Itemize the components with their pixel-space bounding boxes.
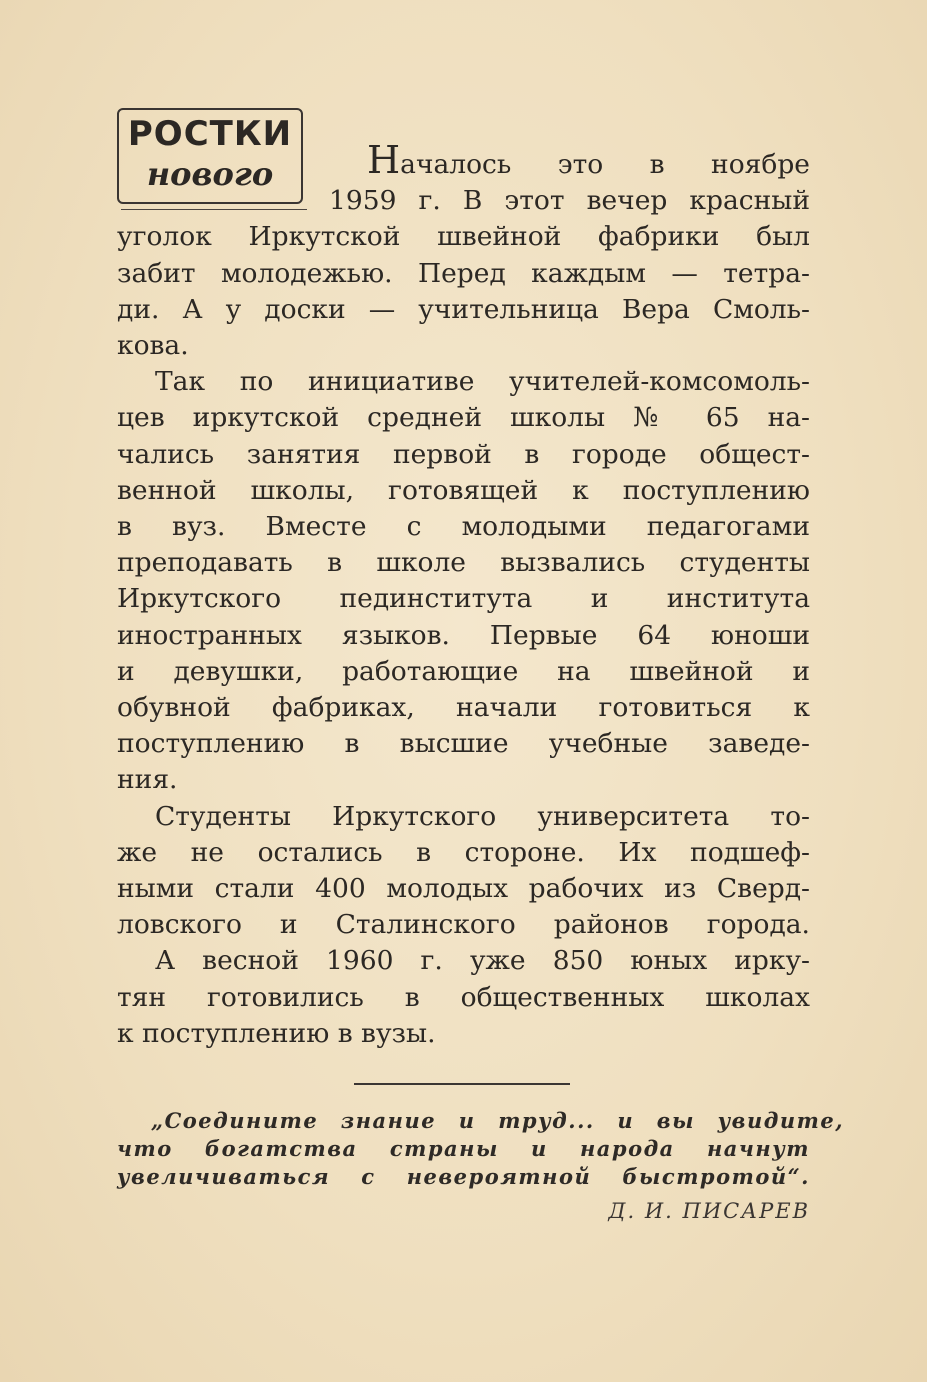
text-line: кова. bbox=[117, 330, 189, 362]
text-line: А весной 1960 г. уже 850 юных ирку- bbox=[155, 945, 810, 977]
text-line: Студенты Иркутского университета то- bbox=[155, 800, 810, 832]
quote-line: увеличиваться с невероятной быстротой“. bbox=[117, 1164, 810, 1189]
text-line: забит молодежью. Перед каждым — тетра- bbox=[117, 257, 810, 289]
text-line: и девушки, работающие на швейной и bbox=[117, 655, 810, 687]
text-line: обувной фабриках, начали готовиться к bbox=[117, 692, 810, 724]
text-line: же не остались в стороне. Их подшеф- bbox=[117, 836, 810, 868]
rubric-title: РОСТКИ bbox=[127, 114, 293, 154]
text-line: Так по инициативе учителей-комсомоль- bbox=[155, 366, 810, 398]
epigraph-quote bbox=[117, 1107, 844, 1191]
text-line: уголок Иркутской швейной фабрики был bbox=[117, 221, 810, 253]
text-line: венной школы, готовящей к поступлению bbox=[117, 474, 810, 506]
quote-author: Д. И. ПИСАРЕВ bbox=[608, 1199, 810, 1223]
text-line: в вуз. Вместе с молодыми педагогами bbox=[117, 511, 810, 543]
paragraph-1 bbox=[117, 102, 810, 364]
text-line: преподавать в школе вызвались студенты bbox=[117, 547, 810, 579]
text-line: ловского и Сталинского районов города. bbox=[117, 909, 810, 941]
paragraph-4 bbox=[117, 943, 810, 1052]
text-line: Началось это в ноябре bbox=[367, 138, 810, 182]
text-line: 1959 г. В этот вечер красный bbox=[329, 185, 810, 217]
article-body bbox=[117, 102, 810, 1052]
text-line: иностранных языков. Первые 64 юноши bbox=[117, 619, 810, 651]
paragraph-3 bbox=[117, 799, 810, 944]
text-line: поступлению в высшие учебные заведе- bbox=[117, 728, 810, 760]
text-line: ными стали 400 молодых рабочих из Сверд- bbox=[117, 873, 810, 905]
text-column bbox=[117, 102, 844, 1223]
paragraph-2 bbox=[117, 364, 810, 798]
text-line: ния. bbox=[117, 764, 178, 796]
drop-cap: Н bbox=[367, 138, 401, 182]
text-line: цев иркутской средней школы № 65 на- bbox=[117, 402, 810, 434]
rubric-subtitle: нового bbox=[146, 155, 274, 193]
separator-rule bbox=[354, 1083, 570, 1085]
text-line: к поступлению в вузы. bbox=[117, 1017, 436, 1049]
quote-line: что богатства страны и народа начнут bbox=[117, 1136, 810, 1161]
text-line: Иркутского пединститута и института bbox=[117, 583, 810, 615]
text-line: тян готовились в общественных школах bbox=[117, 981, 810, 1013]
text-line: чались занятия первой в городе общест- bbox=[117, 438, 810, 470]
quote-line: „Соедините знание и труд... и вы увидите, bbox=[151, 1108, 844, 1133]
text-line: ди. А у доски — учительница Вера Смоль- bbox=[117, 293, 810, 325]
